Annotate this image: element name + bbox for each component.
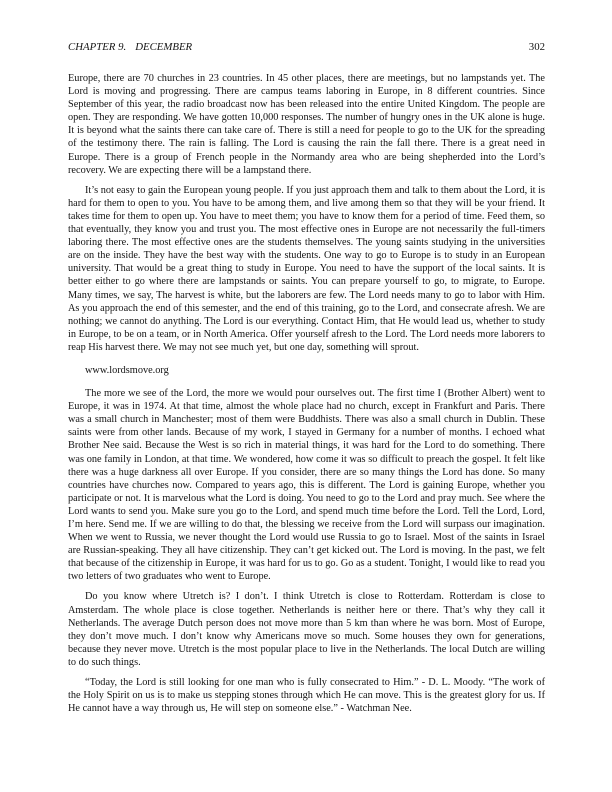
chapter-label: CHAPTER 9. xyxy=(68,41,127,53)
paragraph-utretch-netherlands: Do you know where Utretch is? I don’t. I think Utretch is close to Rotterdam. Rotterdam is close to Amsterdam. The whole place is close together. Netherlands is neither here or there. That’s why they call it Netherlands. The average Dutch person does not move more than 5 km than where he was born. Most of Europe, they don’t move much. I don’t know why Americans move so much. Some houses they own for generations, because they never move. Utretch is the most popular place to live in the Netherlands. The local Dutch are willing to do such things. xyxy=(68,591,545,668)
chapter-heading xyxy=(68,41,192,53)
page-number: 302 xyxy=(528,41,545,53)
website-url: www.lordsmove.org xyxy=(85,364,169,376)
page-body xyxy=(68,72,545,715)
paragraph-europe-churches: Europe, there are 70 churches in 23 countries. In 45 other places, there are meetings, but no lampstands yet. The Lord is moving and progressing. There are campus teams laboring in Europe, in 8 different countries. Since September of this year, the radio broadcast now has been released into the entire United Kingdom. The people are open. They are responding. We have gotten 10,000 responses. The number of hungry ones in the UK alone is huge. It is beyond what the saints there can take care of. There is still a need for people to go to the UK for the spreading of the testimony there. The rain is falling. The Lord is causing the rain the fall there. There is a great need in Europe. There is a group of French people in the Normandy area who are being shepherded into the Lord’s recovery. We are expecting there will be a lampstand there. xyxy=(68,73,545,176)
chapter-title: DECEMBER xyxy=(135,41,193,53)
paragraph-brother-albert-europe: The more we see of the Lord, the more we would pour ourselves out. The first time I (Brother Albert) went to Europe, it was in 1974. At that time, almost the whole place had no church, except in Frankfurt and Paris. There was a small church in Manchester; most of them were Buddhists. There was also a small church in Dublin. These saints were from other lands. Because of my work, I stayed in Germany for a number of months. I echoed what Brother Nee said. Because the West is so rich in material things, it was hard for the Lord to do something. There was one family in London, at that time. We wondered, how come it was so difficult to preach the gospel. It felt like there was a huge darkness all over Europe. If you consider, there are so many things the Lord has done. So many countries have churches now. Compared to years ago, this is different. The Lord is gaining Europe, whether you participate or not. It is marvelous what the Lord is doing. You need to go to the Lord and pray much. See where the Lord wants to send you. Make sure you go to the Lord, and spend much time before the Lord. Tell the Lord, Lord, I’m here. Send me. If we are willing to do that, the blessing we receive from the Lord will surpass our imagination. When we went to Russia, we never thought the Lord would use Russia to go to Israel. Most of the saints in Israel are Russian-speaking. They all have citizenship. They can’t get kicked out. The Lord is moving. In the past, we felt that because of the citizenship in Europe, it was hard for us to go. Go as a student. Tonight, I would like to read you two letters of two graduates who went to Europe. xyxy=(68,388,545,583)
paragraph-gaining-young-people: It’s not easy to gain the European young people. If you just approach them and talk to them about the Lord, it is hard for them to open to you. You have to be among them, and live among them so that they will be your friend. It takes time for them to open up. You have to meet them; you have to know them for a period of time. Feed them, so that eventually, they know you and trust you. The most effective ones in Europe are not necessarily the full-timers laboring there. The most effective ones are the students themselves. The young saints studying in the universities are on the inside. They have the best way with the students. One way to go to Europe is to study in an European university. That would be a great thing to study in Europe. You need to have the support of the local saints. It is better either to go where there are lampstands or saints. You can prepare yourself to go, to migrate, to Europe. Many times, we say, The harvest is white, but the laborers are few. The Lord needs many to go to labor with Him. As you approach the end of this semester, and the end of this training, go to the Lord, and consecrate afresh. We are nothing; we cannot do anything. The Lord is our everything. Contact Him, that He would lead us, whether to study in Europe, to be on a team, or in North America. Offer yourself afresh to the Lord. The Lord needs more laborers to reap His harvest there. We may not see much yet, but one day, something will sprout. xyxy=(68,184,545,353)
page-header xyxy=(68,41,545,53)
paragraph-moody-nee-quotes: “Today, the Lord is still looking for one man who is fully consecrated to Him.” - D. L. Moody. “The work of the Holy Spirit on us is to make us stepping stones through which He can move. This is the greatest glory for us. If He cannot have a way through us, He will step on someone else.” - Watchman Nee. xyxy=(68,677,545,715)
